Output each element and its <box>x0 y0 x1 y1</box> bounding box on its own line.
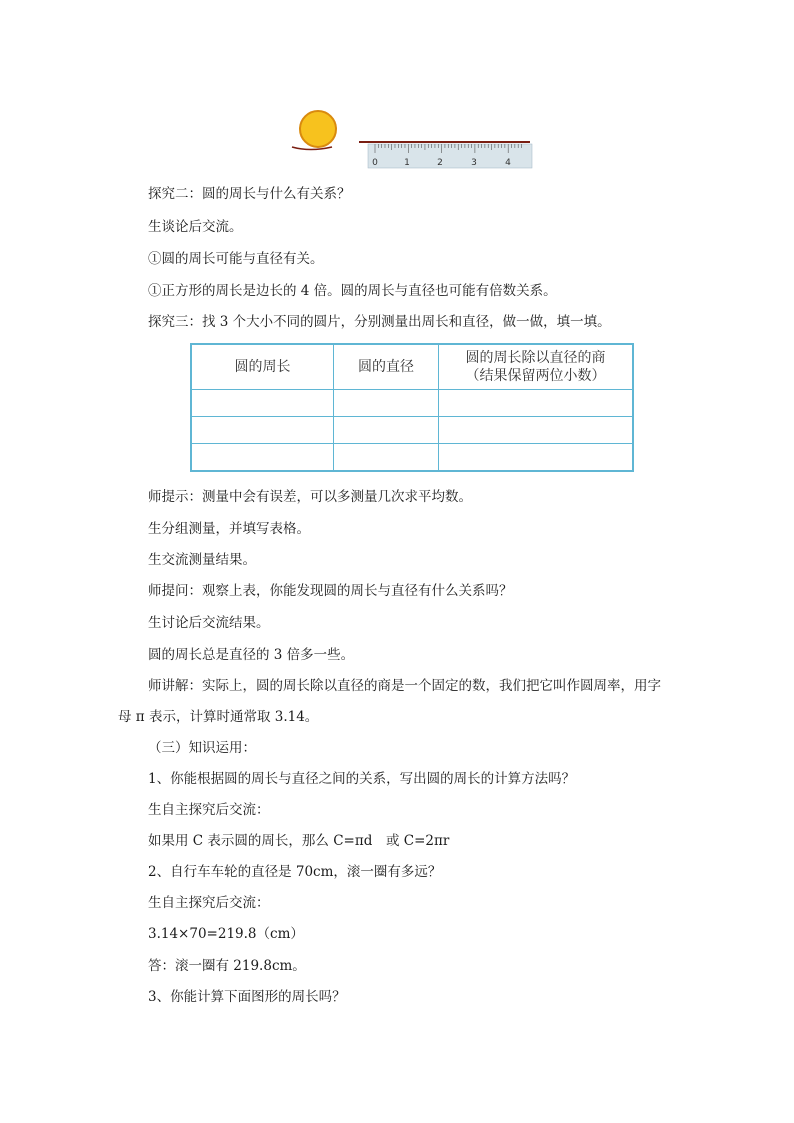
rolling-trace-line <box>292 147 332 150</box>
teacher-question: 师提问：观察上表，你能发现圆的周长与直径有什么关系吗？ <box>148 583 513 599</box>
table-cell[interactable] <box>439 417 634 444</box>
table-cell[interactable] <box>334 417 439 444</box>
formula-line-a: 如果用 C 表示圆的周长，那么 C=πd <box>148 833 373 849</box>
calculation-line: 3.14×70=219.8（cm） <box>148 926 304 942</box>
answer-line: 答：滚一圈有 219.8cm。 <box>148 958 306 974</box>
question-two: 2、自行车车轮的直径是 70cm，滚一圈有多远？ <box>148 864 442 880</box>
ruler-label-0: 0 <box>372 158 378 168</box>
coin-circle <box>300 111 336 147</box>
table-cell[interactable] <box>191 417 334 444</box>
table-row <box>191 390 633 417</box>
explore-three-heading: 探究三：找 3 个大小不同的圆片，分别测量出周长和直径，做一做，填一填。 <box>148 314 611 330</box>
header-quotient-line1: 圆的周长除以直径的商 <box>465 350 606 366</box>
hypothesis-diameter: ①圆的周长可能与直径有关。 <box>148 251 324 267</box>
ruler-label-4: 4 <box>505 158 511 168</box>
header-circumference: 圆的周长 <box>191 344 334 390</box>
header-diameter: 圆的直径 <box>334 344 439 390</box>
table-row <box>191 417 633 444</box>
ruler-label-1: 1 <box>404 158 410 168</box>
header-quotient-line2: （结果保留两位小数） <box>465 368 606 384</box>
conclusion-line: 圆的周长总是直径的 3 倍多一些。 <box>148 647 355 663</box>
group-measure: 生分组测量，并填写表格。 <box>148 521 310 537</box>
header-quotient <box>439 344 634 390</box>
discussion-line: 生谈论后交流。 <box>148 219 243 235</box>
table-row <box>191 444 633 472</box>
section-three-heading: （三）知识运用： <box>148 740 256 756</box>
teacher-explain-line2: 母 π 表示，计算时通常取 3.14。 <box>118 709 319 725</box>
table-cell[interactable] <box>191 390 334 417</box>
coin-and-ruler-figure <box>280 104 540 174</box>
teacher-explain-line1: 师讲解：实际上，圆的周长除以直径的商是一个固定的数，我们把它叫作圆周率，用字 <box>148 678 661 694</box>
hypothesis-square: ①正方形的周长是边长的 4 倍。圆的周长与直径也可能有倍数关系。 <box>148 283 557 299</box>
question-one: 1、你能根据圆的周长与直径之间的关系，写出圆的周长的计算方法吗？ <box>148 771 576 787</box>
ruler-label-2: 2 <box>437 158 443 168</box>
table-cell[interactable] <box>191 444 334 472</box>
self-explore-two: 生自主探究后交流： <box>148 895 270 911</box>
discuss-results: 生讨论后交流结果。 <box>148 615 270 631</box>
self-explore-one: 生自主探究后交流： <box>148 802 270 818</box>
table-cell[interactable] <box>334 444 439 472</box>
measurement-table <box>190 343 634 472</box>
share-results: 生交流测量结果。 <box>148 552 256 568</box>
table-cell[interactable] <box>439 444 634 472</box>
ruler-label-3: 3 <box>471 158 477 168</box>
question-three: 3、你能计算下面图形的周长吗？ <box>148 989 346 1005</box>
table-cell[interactable] <box>334 390 439 417</box>
table-header-row <box>191 344 633 390</box>
teacher-hint: 师提示：测量中会有误差，可以多测量几次求平均数。 <box>148 489 472 505</box>
explore-two-heading: 探究二：圆的周长与什么有关系？ <box>148 186 351 202</box>
formula-line-b: 或 C=2πr <box>386 833 450 849</box>
table-cell[interactable] <box>439 390 634 417</box>
